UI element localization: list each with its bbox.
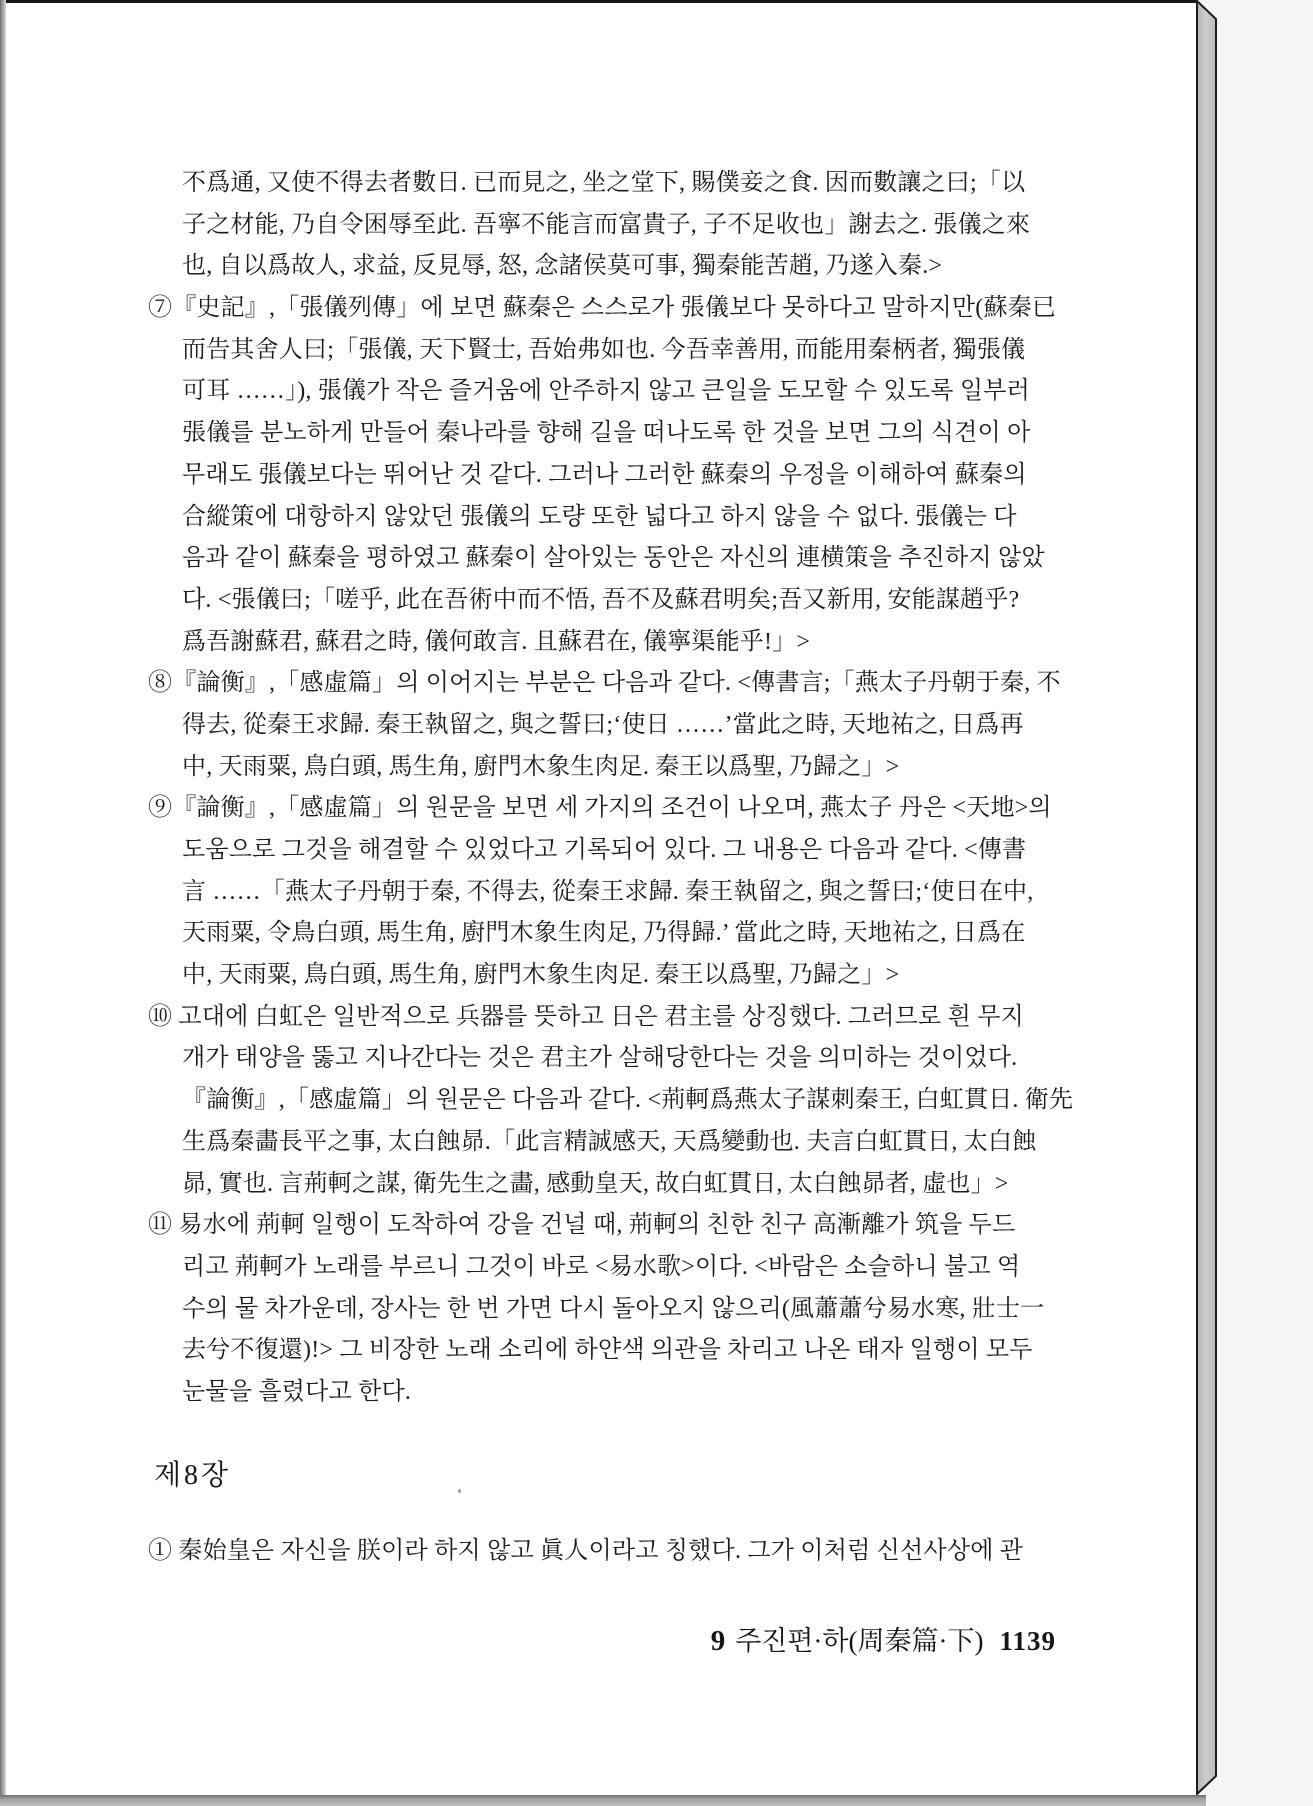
chapter-first-item-line: ① 秦始皇은 자신을 朕이라 하지 않고 眞人이라고 칭했다. 그가 이처럼 신선사상에 관 xyxy=(148,1538,1024,1564)
footnote-line: 去兮不復還)!> 그 비장한 노래 소리에 하얀색 의관을 차리고 나온 태자 일행이 모두 xyxy=(182,1337,1033,1364)
footnote-line: 言 ……「燕太子丹朝于秦, 不得去, 從秦王求歸. 秦王執留之, 與之誓曰;‘使日在中, xyxy=(182,878,1034,905)
footnote-line: 得去, 從秦王求歸. 秦王執留之, 與之誓曰;‘使日 ……’當此之時, 天地祐之, 日爲再 xyxy=(182,711,1024,738)
footnote-line: ⑦『史記』,「張儀列傳」에 보면 蘇秦은 스스로가 張儀보다 못하다고 말하지만(蘇秦已 xyxy=(148,295,1057,322)
footnote-line: 天雨粟, 令鳥白頭, 馬生角, 廚門木象生肉足, 乃得歸.’ 當此之時, 天地祐之, 日爲在 xyxy=(182,920,1026,947)
footnote-line: 음과 같이 蘇秦을 평하였고 蘇秦이 살아있는 동안은 자신의 連横策을 추진하지 않았 xyxy=(182,545,1045,572)
footnote-line: 生爲秦畵長平之事, 太白蝕昴.「此言精誠感天, 天爲變動也. 夫言白虹貫日, 太白蝕 xyxy=(182,1128,1037,1155)
page-thickness-edge xyxy=(1197,1,1216,1794)
footnote-line: ⑨『論衡』,「感虛篇」의 원문을 보면 세 가지의 조건이 나오며, 燕太子 丹은 <天地>의 xyxy=(148,795,1052,822)
footnotes-block xyxy=(148,163,1088,1414)
footnote-line: 개가 태양을 뚫고 지나간다는 것은 君主가 살해당한다는 것을 의미하는 것이었다. xyxy=(182,1045,1018,1072)
footnote-line: 中, 天雨粟, 鳥白頭, 馬生角, 廚門木象生肉足. 秦王以爲聖, 乃歸之」> xyxy=(182,962,900,989)
chapter-heading: 제8장 xyxy=(154,1460,232,1491)
footnote-line: 子之材能, 乃自令困辱至此. 吾寧不能言而富貴子, 子不足收也」謝去之. 張儀之來 xyxy=(182,211,1031,238)
footnote-line: 다. <張儀曰;「嗟乎, 此在吾術中而不悟, 吾不及蘇君明矣;吾又新用, 安能謀趙乎? xyxy=(182,586,1020,613)
footnote-line: 不爲通, 又使不得去者數日. 已而見之, 坐之堂下, 賜僕妾之食. 因而數讓之曰;「以 xyxy=(182,170,1026,196)
footnote-line: 合縱策에 대항하지 않았던 張儀의 도량 또한 넓다고 하지 않을 수 없다. 張儀는 다 xyxy=(182,503,1017,530)
footnote-line: 수의 물 차가운데, 장사는 한 번 가면 다시 돌아오지 않으리(風蕭蕭兮易水寒, 壯士一 xyxy=(182,1295,1045,1322)
book-page xyxy=(6,0,1198,1797)
scan-bottom-edge xyxy=(0,1795,1206,1806)
footnote-line: ⑧『論衡』,「感虛篇」의 이어지는 부분은 다음과 같다. <傳書言;「燕太子丹朝于秦, 不 xyxy=(148,670,1061,697)
footnote-line: ⑪ 易水에 荊軻 일행이 도착하여 강을 건널 때, 荊軻의 친한 친구 高漸離가 筑을 두드 xyxy=(148,1212,1016,1239)
footnote-line: 눈물을 흘렸다고 한다. xyxy=(182,1378,412,1405)
footnote-line: 也, 自以爲故人, 求益, 反見辱, 怒, 念諸侯莫可事, 獨秦能苦趙, 乃遂入秦.> xyxy=(182,253,943,280)
footnote-line: 張儀를 분노하게 만들어 秦나라를 향해 길을 떠나도록 한 것을 보면 그의 식견이 아 xyxy=(182,420,1031,447)
footnote-line: 『論衡』,「感虛篇」의 원문은 다음과 같다. <荊軻爲燕太子謀刺秦王, 白虹貫日. 衛先 xyxy=(182,1087,1074,1114)
footer-volume-number: 9 xyxy=(710,1625,726,1657)
footnote-line: 而告其舍人曰;「張儀, 天下賢士, 吾始弗如也. 今吾幸善用, 而能用秦柄者, 獨張儀 xyxy=(182,336,1026,363)
page-footer xyxy=(711,1619,1056,1658)
footnote-line: 可耳 ……」), 張儀가 작은 즐거움에 안주하지 않고 큰일을 도모할 수 있도록 일부러 xyxy=(182,378,1030,405)
scan-artifact-dot xyxy=(458,1489,461,1493)
footnote-line: 리고 荊軻가 노래를 부르니 그것이 바로 <易水歌>이다. <바람은 소슬하니 불고 역 xyxy=(182,1253,1021,1280)
footnote-line: 도움으로 그것을 해결할 수 있었다고 기록되어 있다. 그 내용은 다음과 같다. <傳書 xyxy=(182,837,1027,863)
footnote-line: ⑩ 고대에 白虹은 일반적으로 兵器를 뜻하고 日은 君主를 상징했다. 그러므로 흰 무지 xyxy=(148,1003,1024,1030)
footnote-line: 昴, 實也. 言荊軻之謀, 衛先生之畵, 感動皇天, 故白虹貫日, 太白蝕昴者, 虛也」> xyxy=(182,1170,1009,1197)
footnote-line: 무래도 張儀보다는 뛰어난 것 같다. 그러나 그러한 蘇秦의 우정을 이해하여 蘇秦의 xyxy=(182,461,1027,488)
page-edge-right-graphic xyxy=(1196,0,1220,1797)
footnote-line: 中, 天雨粟, 鳥白頭, 馬生角, 廚門木象生肉足. 秦王以爲聖, 乃歸之」> xyxy=(182,753,900,780)
footer-section-title: 주진편·하(周秦篇·下) xyxy=(735,1626,984,1656)
footnote-line: 爲吾謝蘇君, 蘇君之時, 儀何敢言. 且蘇君在, 儀寧渠能乎!」> xyxy=(182,628,811,655)
scan-left-edge xyxy=(0,0,6,1797)
footer-page-number: 1139 xyxy=(999,1626,1056,1656)
